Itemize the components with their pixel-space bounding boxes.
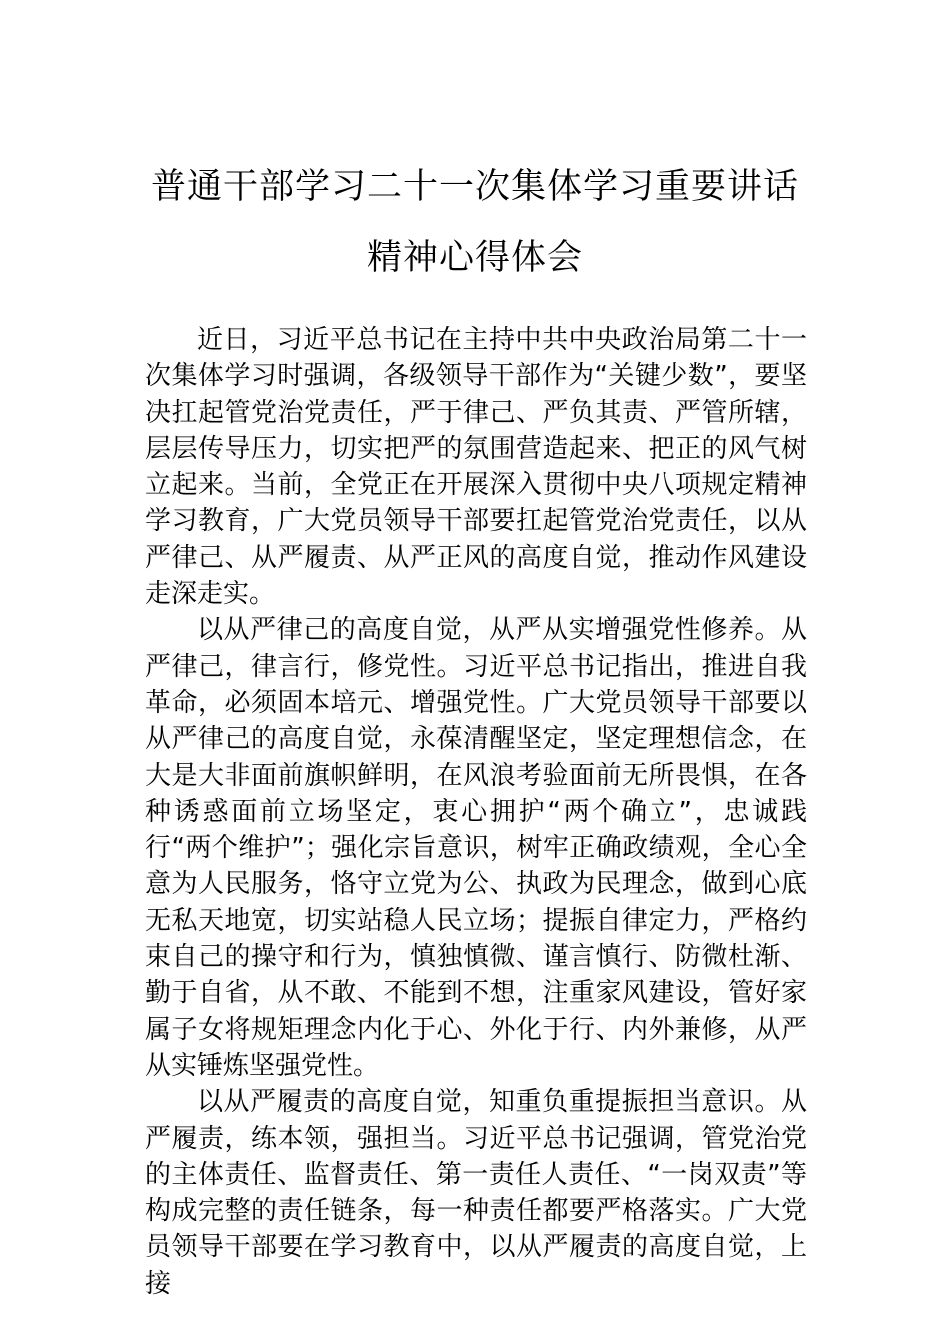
document-body <box>145 322 807 1302</box>
paragraph-2: 以从严律己的高度自觉，从严从实增强党性修养。从严律己，律言行，修党性。习近平总书记指出，推进自我革命，必须固本培元、增强党性。广大党员领导干部要以从严律己的高度自觉，永葆清醒坚定，坚定理想信念，在大是大非面前旗帜鲜明，在风浪考验面前无所畏惧，在各种诱惑面前立场坚定，衷心拥护“两个确立”，忠诚践行“两个维护”；强化宗旨意识，树牢正确政绩观，全心全意为人民服务，恪守立党为公、执政为民理念，做到心底无私天地宽，切实站稳人民立场；提振自律定力，严格约束自己的操守和行为，慎独慎微、谨言慎行、防微杜渐、勤于自省，从不敢、不能到不想，注重家风建设，管好家属子女将规矩理念内化于心、外化于行、内外兼修，从严从实锤炼坚强党性。 <box>145 615 807 1081</box>
paragraph-3: 以从严履责的高度自觉，知重负重提振担当意识。从严履责，练本领，强担当。习近平总书记强调，管党治党的主体责任、监督责任、第一责任人责任、“一岗双责”等构成完整的责任链条，每一种责任都要严格落实。广大党员领导干部要在学习教育中，以从严履责的高度自觉，上接 <box>145 1087 807 1299</box>
paragraph-1: 近日，习近平总书记在主持中共中央政治局第二十一次集体学习时强调，各级领导干部作为“关键少数”，要坚决扛起管党治党责任，严于律己、严负其责、严管所辖，层层传导压力，切实把严的氛围营造起来、把正的风气树立起来。当前，全党正在开展深入贯彻中央八项规定精神学习教育，广大党员领导干部要扛起管党治党责任，以从严律己、从严履责、从严正风的高度自觉，推动作风建设走深走实。 <box>145 325 807 610</box>
document-title-line-1: 普通干部学习二十一次集体学习重要讲话 <box>150 167 799 207</box>
document-title-line-2: 精神心得体会 <box>366 238 583 278</box>
